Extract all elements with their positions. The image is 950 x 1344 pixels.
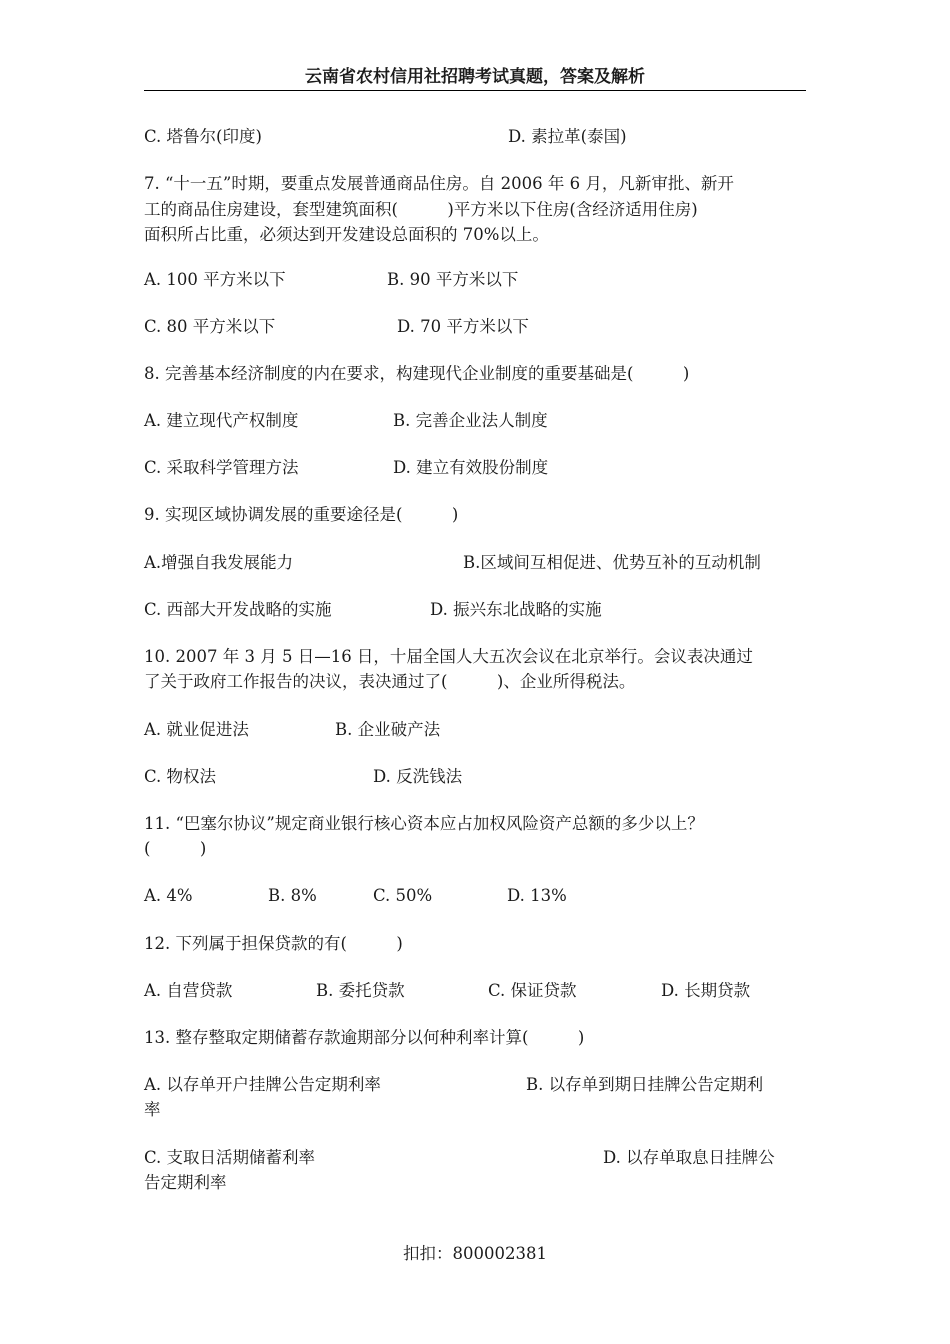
q8-option-d: D. 建立有效股份制度 (393, 458, 549, 477)
q13-option-d-wrap: 告定期利率 (144, 1173, 227, 1192)
q7-option-a: A. 100 平方米以下 (144, 270, 286, 289)
q11-stem-line1: 11. “巴塞尔协议”规定商业银行核心资本应占加权风险资产总额的多少以上？ (144, 814, 704, 833)
q13-options-ab (144, 1073, 808, 1097)
q13-stem: 13. 整存整取定期储蓄存款逾期部分以何种利率计算( ) (144, 1028, 585, 1047)
q10-stem-line1: 10. 2007 年 3 月 5 日—16 日，十届全国人大五次会议在北京举行。会议表决通过 (144, 647, 753, 666)
q13-option-b: B. 以存单到期日挂牌公告定期利 (526, 1075, 764, 1094)
q9-option-b: B.区域间互相促进、优势互补的互动机制 (463, 553, 761, 572)
q10-option-b: B. 企业破产法 (335, 720, 441, 739)
q8-option-a: A. 建立现代产权制度 (144, 411, 299, 430)
q11-option-a: A. 4% (144, 886, 193, 905)
q12-option-a: A. 自营贷款 (144, 981, 233, 1000)
q9-options-cd (144, 598, 808, 622)
q10-stem-line2: 了关于政府工作报告的决议，表决通过了( )、企业所得税法。 (144, 672, 636, 691)
q6-option-c: C. 塔鲁尔(印度) (144, 127, 262, 146)
q7-option-c: C. 80 平方米以下 (144, 317, 276, 336)
q10-option-a: A. 就业促进法 (144, 720, 249, 739)
q9-options-ab (144, 551, 808, 575)
q7-option-d: D. 70 平方米以下 (397, 317, 529, 336)
q12-option-c: C. 保证贷款 (488, 981, 577, 1000)
q10-options-cd (144, 765, 808, 789)
q10-option-d: D. 反洗钱法 (373, 767, 463, 786)
q8-options-cd (144, 456, 808, 480)
q12-option-b: B. 委托贷款 (316, 981, 405, 1000)
q13-option-a: A. 以存单开户挂牌公告定期利率 (144, 1075, 381, 1094)
q11-option-d: D. 13% (507, 886, 567, 905)
q12-stem: 12. 下列属于担保贷款的有( ) (144, 934, 403, 953)
q7-options-cd (144, 315, 808, 339)
q7-stem-line1: 7. “十一五”时期，要重点发展普通商品住房。自 2006 年 6 月，凡新审批、新开 (144, 174, 734, 193)
q6-options-cd (144, 125, 808, 149)
q7-options-ab (144, 268, 808, 292)
q11-option-c: C. 50% (373, 886, 433, 905)
q6-option-d: D. 素拉革(泰国) (508, 127, 627, 146)
q12-options (144, 979, 808, 1003)
q8-option-c: C. 采取科学管理方法 (144, 458, 299, 477)
q7-stem-line2: 工的商品住房建设，套型建筑面积( )平方米以下住房(含经济适用住房) (144, 200, 698, 219)
q7-stem-line3: 面积所占比重，必须达到开发建设总面积的 70%以上。 (144, 225, 549, 244)
q13-option-d: D. 以存单取息日挂牌公 (603, 1148, 775, 1167)
q10-option-c: C. 物权法 (144, 767, 217, 786)
q11-options (144, 884, 808, 908)
page-header-title: 云南省农村信用社招聘考试真题，答案及解析 (144, 66, 806, 91)
q9-option-d: D. 振兴东北战略的实施 (430, 600, 602, 619)
q13-option-c: C. 支取日活期储蓄利率 (144, 1148, 316, 1167)
q8-option-b: B. 完善企业法人制度 (393, 411, 548, 430)
q7-option-b: B. 90 平方米以下 (387, 270, 519, 289)
q13-options-cd (144, 1146, 808, 1170)
page-footer-contact: 扣扣：800002381 (403, 1244, 547, 1263)
q13-option-b-wrap: 率 (144, 1100, 161, 1119)
q8-stem: 8. 完善基本经济制度的内在要求，构建现代企业制度的重要基础是( ) (144, 364, 690, 383)
q11-option-b: B. 8% (268, 886, 317, 905)
q12-option-d: D. 长期贷款 (661, 981, 751, 1000)
q11-stem-line2: ( ) (144, 839, 207, 858)
q10-options-ab (144, 718, 808, 742)
q9-option-a: A.增强自我发展能力 (144, 553, 294, 572)
q9-option-c: C. 西部大开发战略的实施 (144, 600, 332, 619)
q8-options-ab (144, 409, 808, 433)
q9-stem: 9. 实现区域协调发展的重要途径是( ) (144, 505, 459, 524)
